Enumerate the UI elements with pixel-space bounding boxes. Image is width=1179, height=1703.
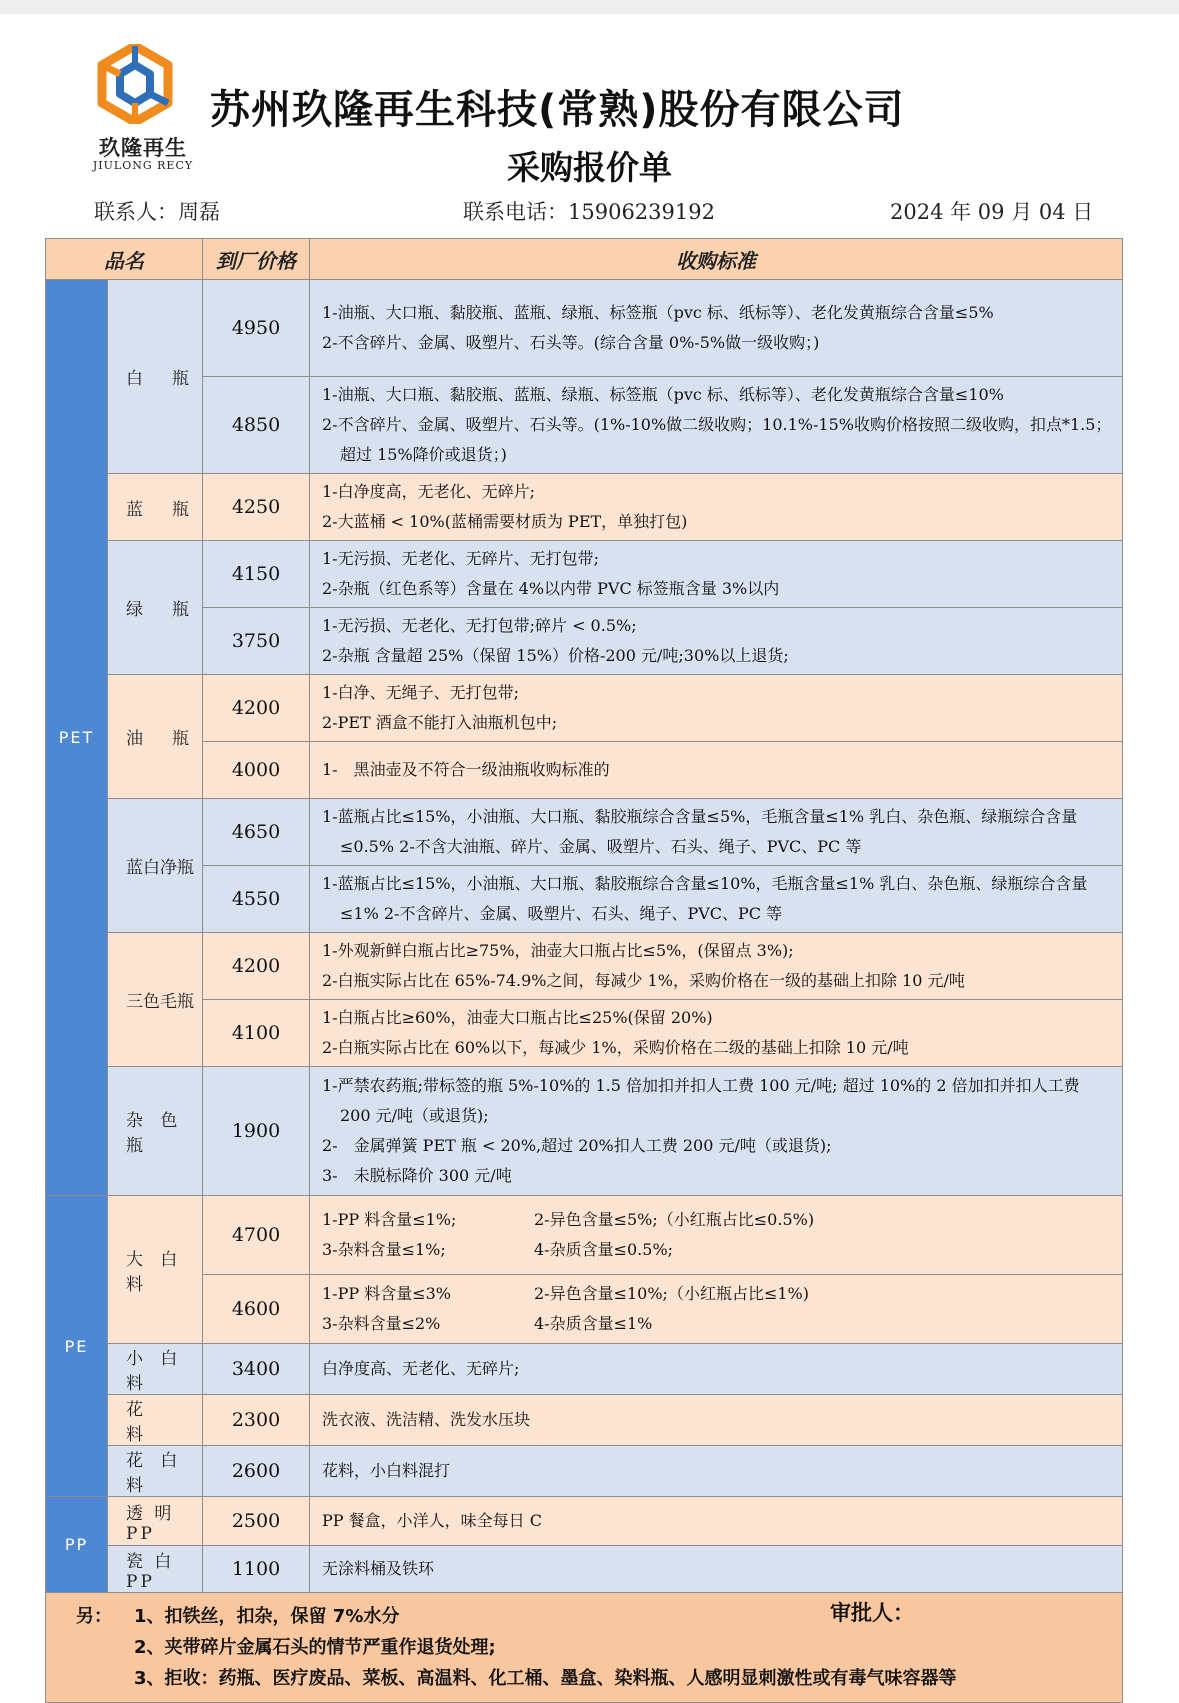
- table-row: [46, 799, 1123, 866]
- table-row: [46, 1196, 1123, 1275]
- price-cell: 4700: [203, 1196, 310, 1275]
- product-name: 花 料: [108, 1395, 203, 1446]
- price-cell: 1900: [203, 1067, 310, 1196]
- price-cell: 4650: [203, 799, 310, 866]
- standard-cell: 洗衣液、洗洁精、洗发水压块: [310, 1395, 1123, 1446]
- standard-line: 2- 金属弹簧 PET 瓶 < 20%,超过 20%扣人工费 200 元/吨（或退货);: [322, 1136, 832, 1155]
- price-cell: 4200: [203, 675, 310, 742]
- logo-hexagon-icon: [96, 44, 174, 124]
- standard-cell: [310, 1196, 1123, 1275]
- product-name: 小 白 料: [108, 1344, 203, 1395]
- product-name: 三色毛瓶: [108, 933, 203, 1067]
- standard-line: 1-蓝瓶占比≤15%，小油瓶、大口瓶、黏胶瓶综合含量≤5%，毛瓶含量≤1% 乳白、杂色瓶、绿瓶综合含量≤0.5% 2-不含大油瓶、碎片、金属、吸塑片、石头、绳子、PVC、PC 等: [322, 807, 1078, 856]
- price-cell: 4100: [203, 1000, 310, 1067]
- table-row: [46, 1497, 1123, 1546]
- standard-line: 2-大蓝桶 < 10%(蓝桶需要材质为 PET，单独打包): [322, 512, 688, 531]
- table-row: [46, 608, 1123, 675]
- standard-line: 1-白瓶占比≥60%，油壶大口瓶占比≤25%(保留 20%): [322, 1008, 713, 1027]
- standard-pair-line: [322, 1235, 1114, 1265]
- standard-cell: [310, 608, 1123, 675]
- notes-row: [46, 1593, 1123, 1703]
- standard-cell: [310, 799, 1123, 866]
- price-cell: 4850: [203, 377, 310, 474]
- approver-label: 审批人：: [830, 1601, 914, 1625]
- notes-label: 另：: [76, 1606, 112, 1627]
- price-table: [45, 238, 1123, 1703]
- standard-line: 1-无污损、无老化、无碎片、无打包带;: [322, 549, 599, 568]
- price-cell: 4950: [203, 280, 310, 377]
- table-row: [46, 280, 1123, 377]
- standard-item: 1-PP 料含量≤3%: [322, 1284, 451, 1303]
- standard-cell: 花料，小白料混打: [310, 1446, 1123, 1497]
- standard-line: 2-PET 酒盒不能打入油瓶机包中;: [322, 713, 558, 732]
- standard-item: 2-异色含量≤10%;（小红瓶占比≤1%): [534, 1284, 809, 1303]
- standard-line: 1-油瓶、大口瓶、黏胶瓶、蓝瓶、绿瓶、标签瓶（pvc 标、纸标等）、老化发黄瓶综合含量≤5%: [322, 303, 994, 322]
- price-cell: 2500: [203, 1497, 310, 1546]
- standard-cell: 白净度高、无老化、无碎片;: [310, 1344, 1123, 1395]
- standard-item: 3-杂料含量≤2%: [322, 1314, 441, 1333]
- standard-line: 1-无污损、无老化、无打包带;碎片 < 0.5%;: [322, 616, 637, 635]
- standard-line: 2-白瓶实际占比在 60%以下，每减少 1%，采购价格在二级的基础上扣除 10 元/吨: [322, 1038, 909, 1057]
- header-price: 到厂价格: [203, 239, 310, 280]
- top-edge: [0, 0, 1179, 14]
- category-pp: PP: [46, 1497, 108, 1593]
- product-name: 花 白 料: [108, 1446, 203, 1497]
- standard-cell: [310, 1067, 1123, 1196]
- price-cell: 4600: [203, 1275, 310, 1344]
- standard-line: 2-不含碎片、金属、吸塑片、石头等。(1%-10%做二级收购；10.1%-15%收购价格按照二级收购，扣点*1.5；超过 15%降价或退货；): [322, 415, 1112, 464]
- table-row: [46, 1546, 1123, 1593]
- standard-cell: [310, 675, 1123, 742]
- price-cell: 2600: [203, 1446, 310, 1497]
- price-cell: 3750: [203, 608, 310, 675]
- table-row: [46, 474, 1123, 541]
- table-header-row: [46, 239, 1123, 280]
- product-name: 透 明 PP: [108, 1497, 203, 1546]
- table-row: [46, 742, 1123, 799]
- company-name: 苏州玖隆再生科技(常熟)股份有限公司: [210, 87, 905, 133]
- standard-line: 1-油瓶、大口瓶、黏胶瓶、蓝瓶、绿瓶、标签瓶（pvc 标、纸标等）、老化发黄瓶综合含量≤10%: [322, 385, 1004, 404]
- product-name: 大 白 料: [108, 1196, 203, 1344]
- standard-item: 2-异色含量≤5%;（小红瓶占比≤0.5%): [534, 1210, 815, 1229]
- product-name: 杂 色 瓶: [108, 1067, 203, 1196]
- standard-cell: PP 餐盒，小洋人，味全每日 C: [310, 1497, 1123, 1546]
- standard-item: 1-PP 料含量≤1%;: [322, 1210, 457, 1229]
- price-cell: 4000: [203, 742, 310, 799]
- logo-chinese-name: 玖隆再生: [99, 136, 187, 160]
- standard-cell: [310, 474, 1123, 541]
- product-name: 绿 瓶: [108, 541, 203, 675]
- table-row: [46, 1000, 1123, 1067]
- price-cell: 4150: [203, 541, 310, 608]
- standard-line: 2-杂瓶 含量超 25%（保留 15%）价格-200 元/吨;30%以上退货;: [322, 646, 789, 665]
- contact-phone: 联系电话：15906239192: [463, 200, 715, 224]
- price-cell: 3400: [203, 1344, 310, 1395]
- standard-cell: [310, 377, 1123, 474]
- document-title: 采购报价单: [507, 148, 672, 187]
- table-row: [46, 675, 1123, 742]
- price-cell: 2300: [203, 1395, 310, 1446]
- price-cell: 4200: [203, 933, 310, 1000]
- note-line: [76, 1601, 1122, 1632]
- header-product-name: 品名: [46, 239, 203, 280]
- price-cell: 1100: [203, 1546, 310, 1593]
- note-item: 1、扣铁丝，扣杂，保留 7%水分: [134, 1606, 400, 1627]
- standard-cell: [310, 280, 1123, 377]
- product-name: 油 瓶: [108, 675, 203, 799]
- table-row: [46, 866, 1123, 933]
- standard-cell: [310, 866, 1123, 933]
- header-standard: 收购标准: [310, 239, 1123, 280]
- table-row: [46, 377, 1123, 474]
- standard-line: 1-白净、无绳子、无打包带;: [322, 683, 519, 702]
- table-row: [46, 1275, 1123, 1344]
- product-name: 蓝 瓶: [108, 474, 203, 541]
- note-item: 3、拒收：药瓶、医疗废品、菜板、高温料、化工桶、墨盒、染料瓶、人感明显刺激性或有毒气味容器等: [134, 1668, 957, 1689]
- table-row: [46, 933, 1123, 1000]
- standard-line: 1-外观新鲜白瓶占比≥75%，油壶大口瓶占比≤5%，(保留点 3%);: [322, 941, 794, 960]
- standard-cell: [310, 742, 1123, 799]
- notes-cell: [46, 1593, 1123, 1703]
- standard-cell: [310, 1275, 1123, 1344]
- standard-item: 4-杂质含量≤0.5%;: [534, 1240, 674, 1259]
- table-row: [46, 1067, 1123, 1196]
- standard-cell: [310, 541, 1123, 608]
- standard-item: 3-杂料含量≤1%;: [322, 1240, 446, 1259]
- standard-pair-line: [322, 1309, 1114, 1339]
- table-row: [46, 1395, 1123, 1446]
- product-name: 白 瓶: [108, 280, 203, 474]
- standard-pair-line: [322, 1205, 1114, 1235]
- table-row: [46, 1344, 1123, 1395]
- price-cell: 4250: [203, 474, 310, 541]
- table-row: [46, 1446, 1123, 1497]
- category-pet: PET: [46, 280, 108, 1196]
- table-row: [46, 541, 1123, 608]
- note-item: 2、夹带碎片金属石头的情节严重作退货处理;: [134, 1637, 496, 1658]
- standard-line: 2-白瓶实际占比在 65%-74.9%之间，每减少 1%，采购价格在一级的基础上扣除 10 元/吨: [322, 971, 965, 990]
- standard-item: 4-杂质含量≤1%: [534, 1314, 653, 1333]
- standard-pair-line: [322, 1279, 1114, 1309]
- standard-line: 1-蓝瓶占比≤15%，小油瓶、大口瓶、黏胶瓶综合含量≤10%，毛瓶含量≤1% 乳白、杂色瓶、绿瓶综合含量≤1% 2-不含碎片、金属、吸塑片、石头、绳子、PVC、PC 等: [322, 874, 1088, 923]
- standard-line: 2-杂瓶（红色系等）含量在 4%以内带 PVC 标签瓶含量 3%以内: [322, 579, 780, 598]
- standard-line: 2-不含碎片、金属、吸塑片、石头等。(综合含量 0%-5%做一级收购；): [322, 333, 820, 352]
- standard-cell: [310, 1000, 1123, 1067]
- product-name: 瓷 白 PP: [108, 1546, 203, 1593]
- standard-line: 1-白净度高，无老化、无碎片;: [322, 482, 535, 501]
- standard-line: 3- 未脱标降价 300 元/吨: [322, 1166, 512, 1185]
- logo-english-name: JIULONG RECY: [92, 159, 194, 172]
- product-name: 蓝白净瓶: [108, 799, 203, 933]
- standard-cell: [310, 933, 1123, 1000]
- price-cell: 4550: [203, 866, 310, 933]
- quote-date: 2024 年 09 月 04 日: [890, 200, 1094, 224]
- standard-line: 1-严禁农药瓶;带标签的瓶 5%-10%的 1.5 倍加扣并扣人工费 100 元/吨; 超过 10%的 2 倍加扣并扣人工费 200 元/吨（或退货);: [322, 1076, 1080, 1125]
- category-pe: PE: [46, 1196, 108, 1497]
- contact-person: 联系人：周磊: [94, 200, 220, 224]
- standard-line: 1- 黑油壶及不符合一级油瓶收购标准的: [322, 760, 610, 779]
- standard-cell: 无涂料桶及铁环: [310, 1546, 1123, 1593]
